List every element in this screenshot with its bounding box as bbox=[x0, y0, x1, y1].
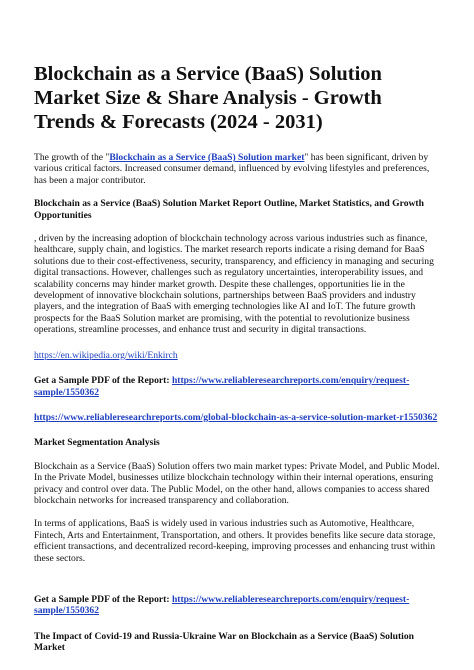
sample-label-2: Get a Sample PDF of the Report: bbox=[34, 593, 172, 605]
sample-link-1[interactable]: https://www.reliableresearchreports.com/enquiry/request-sample/1550362 bbox=[34, 375, 410, 398]
impact-heading: The Impact of Covid-19 and Russia-Ukraine War on Blockchain as a Service (BaaS) Solution Market bbox=[34, 630, 414, 654]
intro-prefix: The growth of the " bbox=[34, 152, 110, 163]
segmentation-heading: Market Segmentation Analysis bbox=[34, 437, 160, 449]
global-report-link[interactable]: https://www.reliableresearchreports.com/global-blockchain-as-a-service-solution-market-r1550362 bbox=[34, 411, 438, 423]
wiki-link[interactable]: https://en.wikipedia.org/wiki/Enkirch bbox=[34, 349, 178, 361]
sample-label-1: Get a Sample PDF of the Report: bbox=[34, 375, 172, 387]
document-title: Blockchain as a Service (BaaS) Solution Market Size & Share Analysis - Growth Trends & Forecasts (2024 - 2031) bbox=[34, 63, 382, 133]
segmentation-paragraph-2: In terms of applications, BaaS is widely used in various industries such as Automotive, Healthcare, Fintech, Arts and Entertainment, Transportation, and others. It provides benefits like secure data storage, efficient transactions, and decentralized record-keeping, improving processes and enhancing trust within these sectors. bbox=[34, 518, 436, 564]
outline-heading: Blockchain as a Service (BaaS) Solution Market Report Outline, Market Statistics, and Growth Opportunities bbox=[34, 198, 424, 221]
sample-line-2 bbox=[34, 594, 440, 617]
sample-line-1 bbox=[34, 375, 440, 398]
market-link[interactable]: Blockchain as a Service (BaaS) Solution market bbox=[109, 152, 305, 163]
global-line bbox=[34, 412, 440, 423]
intro-paragraph bbox=[34, 152, 440, 186]
wiki-line bbox=[34, 350, 440, 361]
intro-suffix: " has been significant, driven by various critical factors. Increased consumer demand, influenced by evolving lifestyles and preferences, has been a major contributor. bbox=[34, 152, 430, 186]
segmentation-paragraph-1: Blockchain as a Service (BaaS) Solution offers two main market types: Private Model, and Public Model. In the Private Model, businesses utilize blockchain technology within their internal operations, ensuring privacy and control over data. The Public Model, on the other hand, allows companies to access shared blockchain networks for increased transparency and collaboration. bbox=[34, 460, 440, 506]
outline-paragraph: , driven by the increasing adoption of blockchain technology across various industries such as finance, healthcare, supply chain, and logistics. The market research reports indicate a rising demand for BaaS solutions due to their cost-effectiveness, security, transparency, and efficiency in managing and securing digital transactions. However, challenges such as regulatory uncertainties, interoperability issues, and scalability concerns may hinder market growth. Despite these challenges, opportunities lie in the development of innovative blockchain solutions, partnerships between BaaS providers and industry players, and the integration of BaaS with emerging technologies like AI and IoT. The future growth prospects for the BaaS Solution market are promising, with the potential to revolutionize business operations, streamline processes, and enhance trust and security in digital transactions. bbox=[34, 233, 434, 336]
sample-link-2[interactable]: https://www.reliableresearchreports.com/enquiry/request-sample/1550362 bbox=[34, 593, 410, 617]
